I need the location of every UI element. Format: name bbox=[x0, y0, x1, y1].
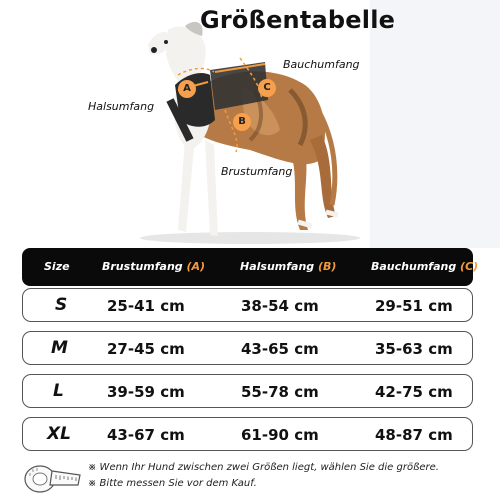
row-size: XL bbox=[47, 424, 71, 444]
measuring-tape-icon bbox=[22, 459, 82, 495]
row-halsumfang: 55-78 cm bbox=[241, 383, 319, 401]
bauchumfang-label: Bauchumfang bbox=[283, 58, 360, 71]
header-size: Size bbox=[44, 260, 70, 273]
note-measure-before: ※ Bitte messen Sie vor dem Kauf. bbox=[88, 478, 257, 489]
row-brustumfang: 27-45 cm bbox=[107, 340, 185, 358]
row-bauchumfang: 48-87 cm bbox=[375, 426, 453, 444]
row-size: L bbox=[53, 381, 64, 401]
marker-a: A bbox=[178, 80, 196, 98]
row-halsumfang: 38-54 cm bbox=[241, 297, 319, 315]
halsumfang-label: Halsumfang bbox=[88, 100, 155, 113]
table-row-m bbox=[22, 331, 473, 365]
header-brustumfang-letter: (A) bbox=[186, 260, 206, 273]
header-halsumfang-letter: (B) bbox=[318, 260, 337, 273]
row-halsumfang: 61-90 cm bbox=[241, 426, 319, 444]
header-halsumfang bbox=[240, 260, 336, 273]
table-row-xl bbox=[22, 417, 473, 451]
row-bauchumfang: 29-51 cm bbox=[375, 297, 453, 315]
header-brustumfang-text: Brustumfang bbox=[102, 260, 183, 273]
row-bauchumfang: 35-63 cm bbox=[375, 340, 453, 358]
size-table-header bbox=[22, 248, 479, 286]
brustumfang-label: Brustumfang bbox=[221, 165, 293, 178]
row-brustumfang: 25-41 cm bbox=[107, 297, 185, 315]
header-bauchumfang-text: Bauchumfang bbox=[371, 260, 457, 273]
marker-b: B bbox=[233, 113, 251, 131]
row-halsumfang: 43-65 cm bbox=[241, 340, 319, 358]
page-title: Größentabelle bbox=[200, 6, 396, 34]
row-brustumfang: 39-59 cm bbox=[107, 383, 185, 401]
header-bauchumfang bbox=[371, 260, 478, 273]
row-brustumfang: 43-67 cm bbox=[107, 426, 185, 444]
header-halsumfang-text: Halsumfang bbox=[240, 260, 315, 273]
header-brustumfang bbox=[102, 260, 205, 273]
marker-c: C bbox=[258, 79, 276, 97]
header-bauchumfang-letter: (C) bbox=[460, 260, 479, 273]
row-size: M bbox=[51, 338, 68, 358]
table-row-l bbox=[22, 374, 473, 408]
row-bauchumfang: 42-75 cm bbox=[375, 383, 453, 401]
table-row-s bbox=[22, 288, 473, 322]
row-size: S bbox=[55, 295, 68, 315]
note-size-between: ※ Wenn Ihr Hund zwischen zwei Größen liegt, wählen Sie die größere. bbox=[88, 462, 439, 473]
